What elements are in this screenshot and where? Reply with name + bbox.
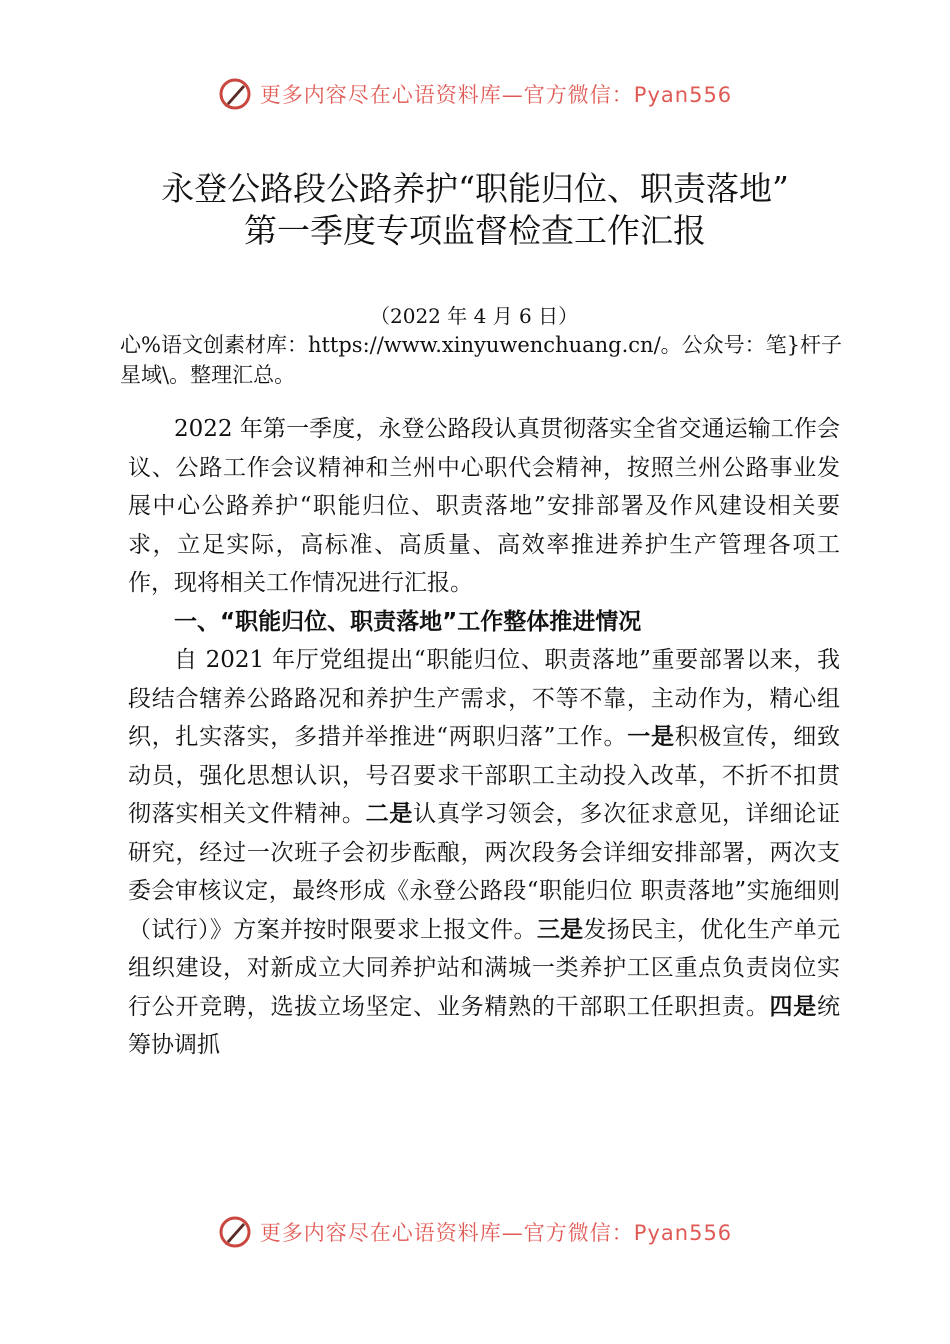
document-body	[128, 410, 840, 1065]
watermark-banner-bottom	[0, 1210, 950, 1254]
pen-logo-icon	[218, 1215, 252, 1249]
source-note: 心%语文创素材库：https://www.xinyuwenchuang.cn/。公众号：笔}杆子星域\。整理汇总。	[120, 333, 843, 387]
title-line-2: 第一季度专项监督检查工作汇报	[244, 211, 706, 250]
paragraph-text: 积极宣传，细致动员，强化思想认识，号召要求干部职工主动投入改革，不折不扣贯彻落实相关文件精神。	[128, 724, 840, 827]
watermark-text: 更多内容尽在心语资料库—官方微信：Pyan556	[259, 83, 733, 107]
paragraph-text: 统筹协调抓	[128, 993, 841, 1058]
document-date: （2022 年 4 月 6 日）	[370, 304, 579, 328]
pen-logo-icon	[218, 77, 252, 111]
watermark-banner-top	[0, 72, 950, 116]
document-title	[0, 168, 950, 252]
paragraph-intro: 2022 年第一季度，永登公路段认真贯彻落实全省交通运输工作会议、公路工作会议精神和兰州中心职代会精神，按照兰州公路事业发展中心公路养护“职能归位、职责落地”安排部署及作风建设相关要求，立足实际，高标准、高质量、高效率推进养护生产管理各项工作，现将相关工作情况进行汇报。	[128, 416, 840, 596]
keyword-second: 二是	[365, 801, 414, 827]
paragraph-text: 自 2021 年厅党组提出“职能归位、职责落地”重要部署以来，我段结合辖养公路路况和养护生产需求，不等不靠，主动作为，精心组织，扎实落实，多措并举推进“两职归落”工作。	[128, 647, 840, 750]
title-line-1: 永登公路段公路养护“职能归位、职责落地”	[161, 169, 789, 208]
section-heading-1: 一、“职能归位、职责落地”工作整体推进情况	[174, 608, 642, 635]
keyword-first: 一是	[627, 724, 675, 750]
keyword-third: 三是	[536, 916, 584, 943]
keyword-fourth: 四是	[769, 993, 818, 1020]
paragraph-text: 认真学习领会，多次征求意见，详细论证研究，经过一次班子会初步酝酿，两次段务会详细安排部署，两次支委会审核议定，最终形成《永登公路段“职能归位 职责落地”实施细则（试行）》方案并按时限要求上报文件。	[128, 801, 841, 943]
watermark-text: 更多内容尽在心语资料库—官方微信：Pyan556	[259, 1221, 733, 1245]
paragraph-text: 发扬民主，优化生产单元组织建设，对新成立大同养护站和满城一类养护工区重点负责岗位实行公开竞聘，选拔立场坚定、业务精熟的干部职工任职担责。	[128, 916, 841, 1020]
paragraph-progress	[128, 641, 840, 1065]
